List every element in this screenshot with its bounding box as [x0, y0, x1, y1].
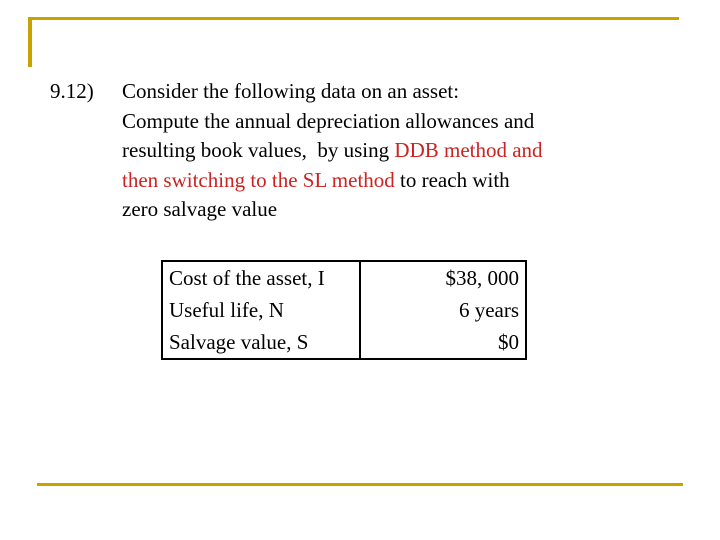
problem-line-4 — [122, 166, 642, 196]
problem-line-5-text: zero salvage value — [122, 197, 278, 221]
asset-cost-value: $38, 000 — [360, 261, 526, 294]
problem-line-1-text: Consider the following data on an asset: — [122, 79, 460, 103]
decorative-top-line — [28, 17, 679, 20]
salvage-value-value: $0 — [360, 326, 526, 359]
useful-life-value: 6 years — [360, 294, 526, 326]
highlighted-switch-text: then switching to the SL method — [122, 167, 395, 192]
problem-number: 9.12) — [50, 79, 94, 103]
problem-line-2 — [122, 107, 642, 137]
problem-text — [122, 77, 642, 225]
asset-cost-label: Cost of the asset, I — [162, 261, 360, 294]
problem-line-3-text: resulting book values, by using — [122, 138, 395, 162]
decorative-bottom-line — [37, 483, 683, 486]
decorative-vertical-bar — [28, 17, 32, 67]
problem-line-3 — [122, 136, 642, 166]
table-row — [162, 326, 526, 359]
salvage-value-label: Salvage value, S — [162, 326, 360, 359]
useful-life-label: Useful life, N — [162, 294, 360, 326]
problem-line-2-text: Compute the annual depreciation allowances and — [122, 108, 535, 133]
problem-line-5 — [122, 195, 642, 225]
table-row — [162, 261, 526, 294]
table-row — [162, 294, 526, 326]
problem-line-1 — [122, 77, 642, 107]
highlighted-method-text: DDB method and — [394, 138, 543, 162]
problem-line-4-text: to reach with — [394, 167, 510, 192]
asset-data-table — [161, 260, 527, 360]
